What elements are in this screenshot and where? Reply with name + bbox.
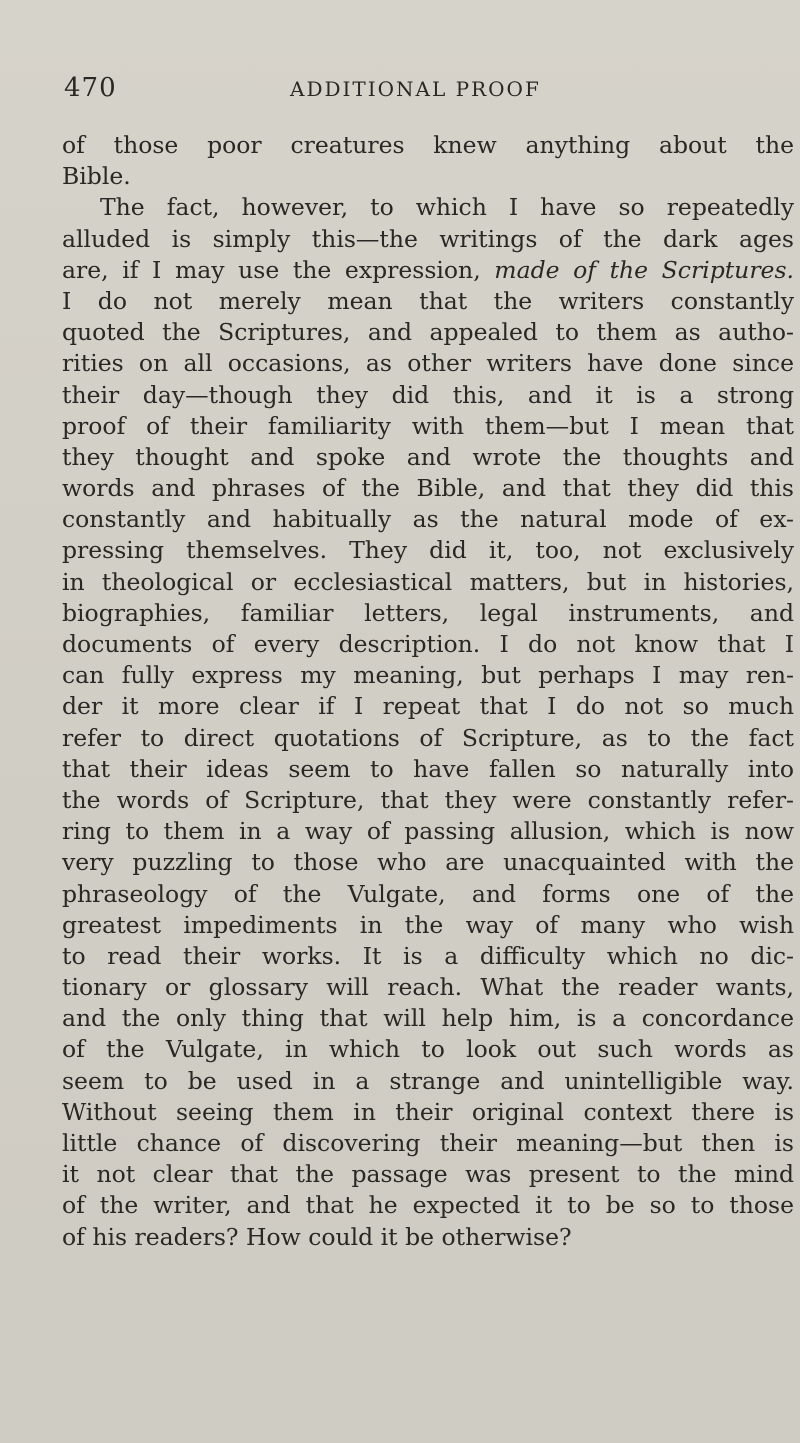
- text-line: of the writer, and that he expected it to be so to those: [62, 1191, 794, 1220]
- text-line: little chance of discovering their meaning—but then is: [62, 1129, 794, 1157]
- text-line: in theological or ecclesiastical matters, but in histories,: [62, 567, 794, 596]
- body-text: [62, 130, 794, 1253]
- page-number: 470: [64, 73, 117, 103]
- text-line: proof of their familiarity with them—but I mean that: [62, 411, 794, 440]
- text-line: tionary or glossary will reach. What the reader wants,: [62, 973, 794, 1002]
- text-line: Bible.: [62, 162, 131, 191]
- text-line: Without seeing them in their original context there is: [62, 1097, 794, 1126]
- text-line: alluded is simply this—the writings of the dark ages: [62, 224, 794, 253]
- text-line: refer to direct quotations of Scripture, as to the fact: [62, 723, 794, 752]
- text-line: documents of every description. I do not know that I: [62, 630, 794, 658]
- text-line: they thought and spoke and wrote the thoughts and: [62, 442, 794, 471]
- text-line: biographies, familiar letters, legal instruments, and: [62, 598, 794, 627]
- text-line: the words of Scripture, that they were constantly refer-: [62, 785, 794, 814]
- text-line: very puzzling to those who are unacquainted with the: [62, 848, 794, 877]
- text-line: phraseology of the Vulgate, and forms one of the: [62, 879, 794, 908]
- text-line: I do not merely mean that the writers constantly: [62, 286, 794, 315]
- italic-phrase: made of the Scriptures.: [494, 255, 794, 284]
- text-line: of the Vulgate, in which to look out such words as: [62, 1035, 794, 1064]
- text-line: of those poor creatures knew anything about the: [62, 131, 794, 159]
- text-line: quoted the Scriptures, and appealed to them as autho-: [62, 318, 794, 347]
- text-line-with-italic: [62, 255, 794, 286]
- text-line: ring to them in a way of passing allusion, which is now: [62, 817, 794, 846]
- text-line: can fully express my meaning, but perhaps I may ren-: [62, 661, 794, 690]
- text-line: it not clear that the passage was present to the mind: [62, 1160, 794, 1189]
- text-line: constantly and habitually as the natural mode of ex-: [62, 505, 794, 534]
- running-head: ADDITIONAL PROOF: [290, 77, 541, 101]
- text-line: rities on all occasions, as other writers have done since: [62, 349, 794, 378]
- text-span: are, if I may use the expression,: [62, 255, 495, 284]
- text-line: and the only thing that will help him, is a concordance: [62, 1004, 794, 1033]
- text-line: words and phrases of the Bible, and that they did this: [62, 474, 794, 503]
- text-line: their day—though they did this, and it is a strong: [62, 380, 794, 409]
- paragraph-first-line: The fact, however, to which I have so repeatedly: [100, 193, 794, 222]
- text-line: pressing themselves. They did it, too, not exclusively: [62, 536, 794, 565]
- text-line: der it more clear if I repeat that I do not so much: [62, 692, 794, 721]
- page-header: [64, 73, 740, 113]
- text-line: seem to be used in a strange and unintelligible way.: [62, 1066, 794, 1095]
- text-line-last: of his readers? How could it be otherwise?: [62, 1222, 572, 1251]
- text-line: greatest impediments in the way of many who wish: [62, 910, 794, 939]
- text-line: to read their works. It is a difficulty which no dic-: [62, 941, 794, 970]
- text-line: that their ideas seem to have fallen so naturally into: [62, 754, 794, 783]
